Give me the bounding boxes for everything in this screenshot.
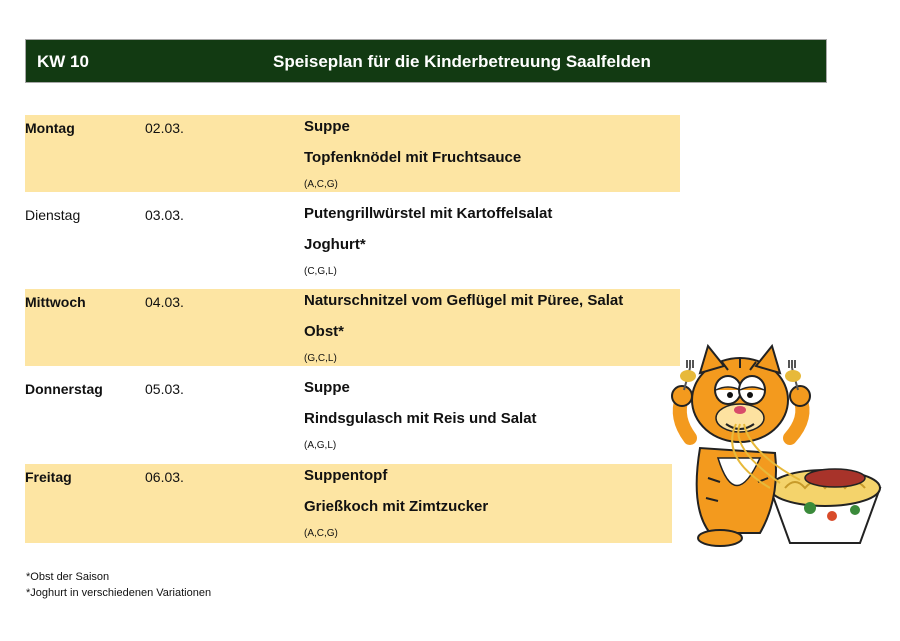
day-name: Montag [25,120,75,136]
meal-line-1: Putengrillwürstel mit Kartoffelsalat [304,205,553,222]
header-bar [25,39,827,83]
day-name: Freitag [25,469,72,485]
meal-line-1: Suppe [304,379,350,396]
allergen-codes: (A,C,G) [304,179,338,190]
day-date: 03.03. [145,207,184,223]
meal-line-2: Joghurt* [304,236,366,253]
day-name: Donnerstag [25,381,103,397]
meal-line-2: Topfenknödel mit Fruchtsauce [304,149,522,166]
meal-line-2: Rindsgulasch mit Reis und Salat [304,410,537,427]
day-row-friday [25,464,672,543]
footnote-fruit: *Obst der Saison [26,571,110,583]
allergen-codes: (C,G,L) [304,266,337,277]
meal-line-1: Suppentopf [304,467,388,484]
allergen-codes: (A,G,L) [304,440,337,451]
allergen-codes: (G,C,L) [304,353,337,364]
day-row-thursday [25,376,680,453]
day-name: Dienstag [25,207,81,223]
footnotes [26,569,211,601]
cartoon-cat-eating-illustration [660,338,885,553]
meal-line-2: Grießkoch mit Zimtzucker [304,498,489,515]
allergen-codes: (A,C,G) [304,528,338,539]
day-date: 02.03. [145,120,184,136]
day-row-wednesday [25,289,680,366]
day-date: 06.03. [145,469,184,485]
day-date: 05.03. [145,381,184,397]
week-label: KW 10 [37,52,89,71]
day-row-tuesday [25,202,680,279]
page-title: Speiseplan für die Kinderbetreuung Saalfelden [273,52,651,71]
day-row-monday [25,115,680,192]
meal-line-1: Naturschnitzel vom Geflügel mit Püree, Salat [304,292,624,309]
meal-line-2: Obst* [304,323,345,340]
footnote-yogurt: *Joghurt in verschiedenen Variationen [26,587,212,599]
day-date: 04.03. [145,294,184,310]
meal-line-1: Suppe [304,118,350,135]
day-name: Mittwoch [25,294,86,310]
